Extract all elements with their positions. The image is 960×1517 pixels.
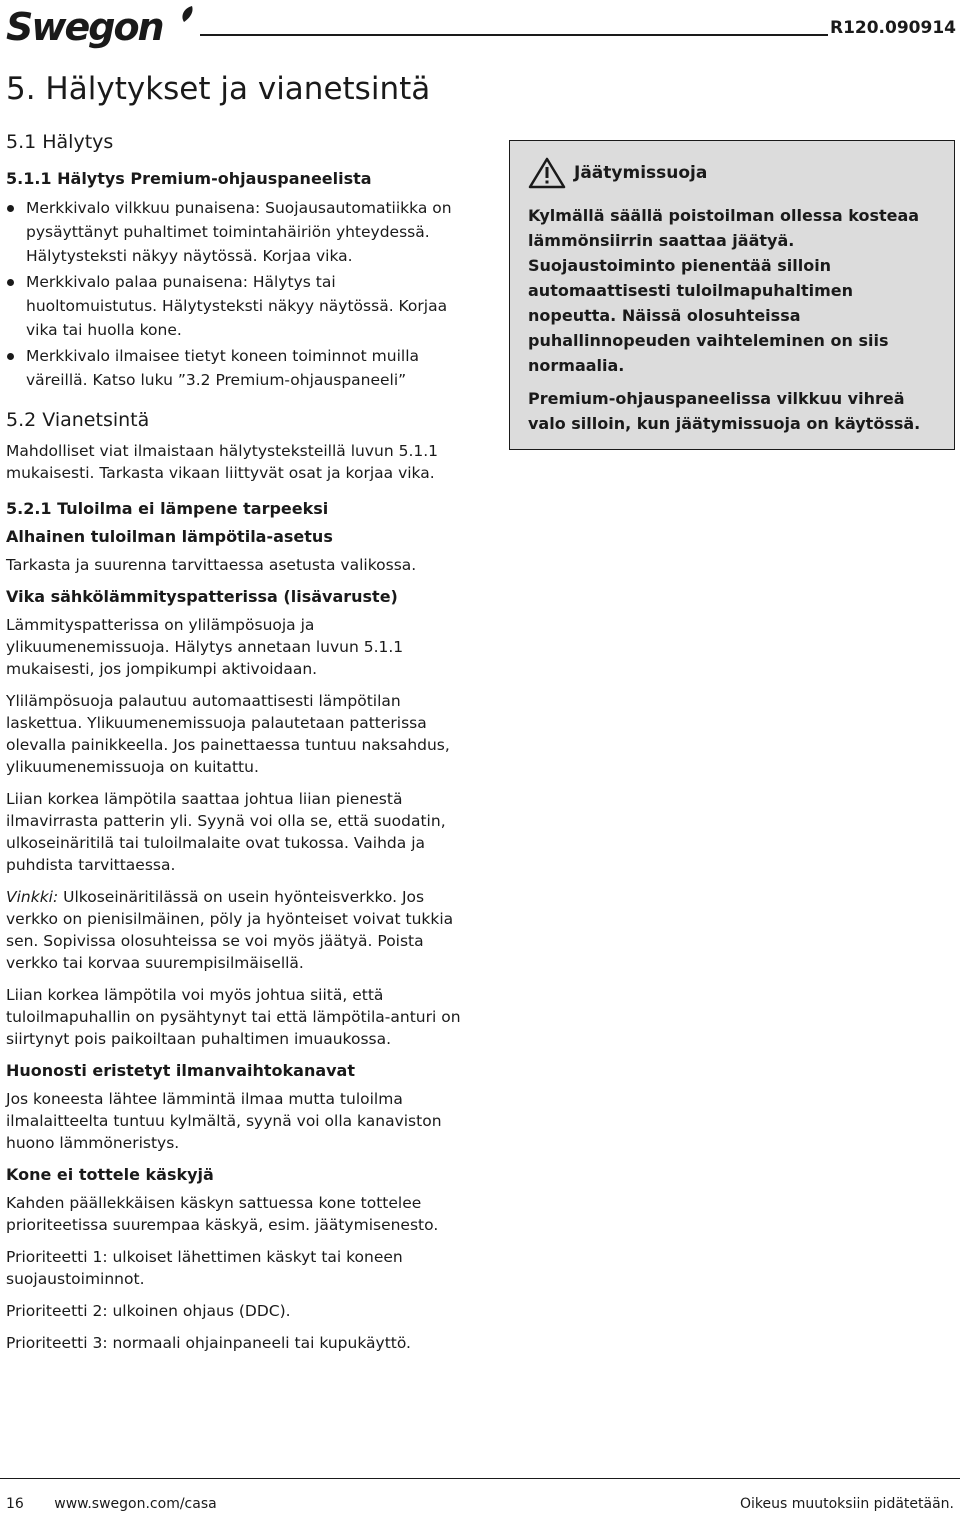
page-number: 16 xyxy=(6,1496,24,1512)
section-5-1-1-heading: 5.1.1 Hälytys Premium-ohjauspaneelista xyxy=(6,169,372,188)
priority-3: Prioriteetti 3: normaali ohjainpaneeli tai kupukäyttö. xyxy=(6,1334,411,1352)
priority-2: Prioriteetti 2: ulkoinen ohjaus (DDC). xyxy=(6,1302,291,1320)
logo-wordmark: Swegon xyxy=(6,5,163,49)
heater-paragraph-3: Liian korkea lämpötila saattaa johtua liian pienestä ilmavirrasta patterin yli. Syynä voi olla se, että suodatin, ulkoseinäritilä tai tuloilmalaite ovat tukossa. Vaihda ja puhdista tarvittaessa. xyxy=(6,790,446,874)
heater-fault-heading: Vika sähkölämmityspatterissa (lisävaruste) xyxy=(6,587,398,606)
document-reference: R120.090914 xyxy=(829,18,956,38)
section-5-1-heading: 5.1 Hälytys xyxy=(6,131,114,153)
header-rule xyxy=(200,34,828,36)
commands-heading: Kone ei tottele käskyjä xyxy=(6,1165,214,1184)
footer-rule xyxy=(0,1478,960,1479)
warning-triangle-icon xyxy=(528,157,566,189)
page-title: 5. Hälytykset ja vianetsintä xyxy=(6,71,431,107)
commands-paragraph-1: Kahden päällekkäisen käskyn sattuessa kone tottelee prioriteetissa suurempaa käskyä, esim. jäätymisenesto. xyxy=(6,1194,439,1234)
tip-text: Ulkoseinäritilässä on usein hyönteisverkko. Jos verkko on pienisilmäinen, pöly ja hyönteiset voivat tukkia sen. Sopivissa olosuhteissa se voi myös jäätyä. Poista verkko tai korvaa suurempisilmäisellä. xyxy=(6,888,454,972)
insulation-text: Jos koneesta lähtee lämmintä ilmaa mutta tuloilma ilmalaitteelta tuntuu kylmältä, syynä voi olla kanaviston huono lämmöneristys. xyxy=(6,1090,442,1152)
priority-1: Prioriteetti 1: ulkoiset lähettimen käskyt tai koneen suojaustoiminnot. xyxy=(6,1248,403,1288)
swegon-logo xyxy=(6,2,196,52)
box-paragraph-1: Kylmällä säällä poistoilman ollessa kosteaa lämmönsiirrin saattaa jäätyä. Suojaustoiminto pienentää silloin automaattisesti tuloilmapuhaltimen nopeutta. Näissä olosuhteissa puhallinnopeuden vaihteleminen on siis normaalia. xyxy=(528,206,920,375)
section-5-2-1-heading: 5.2.1 Tuloilma ei lämpene tarpeeksi xyxy=(6,499,329,518)
list-item: Merkkivalo palaa punaisena: Hälytys tai huoltomuistutus. Hälytysteksti näkyy näytössä. Korjaa vika tai huolla kone. xyxy=(6,270,466,342)
heater-tip xyxy=(6,886,466,974)
footer-url[interactable]: www.swegon.com/casa xyxy=(54,1496,217,1512)
alarm-bullet-list xyxy=(6,196,466,392)
box-header xyxy=(528,157,936,189)
footer-rights: Oikeus muutoksiin pidätetään. xyxy=(739,1496,954,1512)
heater-paragraph-1: Lämmityspatterissa on ylilämpösuoja ja ylikuumenemissuoja. Hälytys annetaan luvun 5.1.1 mukaisesti, jos jompikumpi aktivoidaan. xyxy=(6,616,404,678)
insulation-heading: Huonosti eristetyt ilmanvaihtokanavat xyxy=(6,1061,355,1080)
frost-protection-box xyxy=(509,140,955,450)
heater-paragraph-4: Liian korkea lämpötila voi myös johtua siitä, että tuloilmapuhallin on pysähtynyt tai että lämpötila-anturi on siirtynyt pois paikoiltaan puhaltimen imuaukossa. xyxy=(6,986,461,1048)
low-temp-text: Tarkasta ja suurenna tarvittaessa asetusta valikossa. xyxy=(6,556,417,574)
list-item: Merkkivalo ilmaisee tietyt koneen toiminnot muilla väreillä. Katso luku ”3.2 Premium-ohjauspaneeli” xyxy=(6,344,466,392)
main-column xyxy=(6,130,466,1364)
tip-label: Vinkki: xyxy=(6,888,59,906)
box-title: Jäätymissuoja xyxy=(574,163,708,183)
footer-left xyxy=(6,1496,217,1512)
list-item: Merkkivalo vilkkuu punaisena: Suojausautomatiikka on pysäyttänyt puhaltimet toimintahäiriön yhteydessä. Hälytysteksti näkyy näytössä. Korjaa vika. xyxy=(6,196,466,268)
section-5-2-intro: Mahdolliset viat ilmaistaan hälytysteksteillä luvun 5.1.1 mukaisesti. Tarkasta vikaan liittyvät osat ja korjaa vika. xyxy=(6,442,439,482)
box-paragraph-2: Premium-ohjauspaneelissa vilkkuu vihreä valo silloin, kun jäätymissuoja on käytössä. xyxy=(528,389,921,433)
low-temp-heading: Alhainen tuloilman lämpötila-asetus xyxy=(6,527,333,546)
heater-paragraph-2: Ylilämpösuoja palautuu automaattisesti lämpötilan laskettua. Ylikuumenemissuoja palautetaan patterissa olevalla painikkeella. Jos painettaessa tuntuu naksahdus, ylikuumenemissuoja on kuitattu. xyxy=(6,692,450,776)
section-5-2-heading: 5.2 Vianetsintä xyxy=(6,409,150,431)
